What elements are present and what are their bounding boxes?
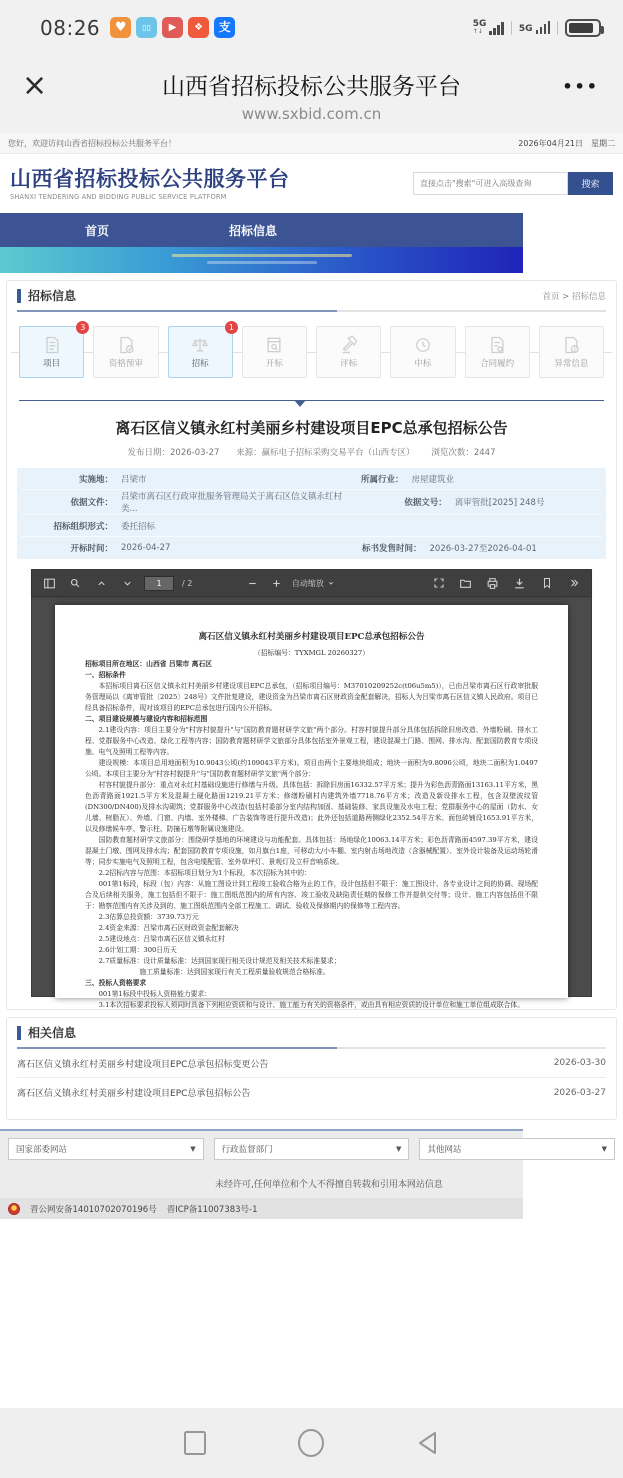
section-title: 招标信息 (17, 289, 76, 303)
source: 来源：赢标电子招标采购交易平台（山西专区） (236, 448, 415, 458)
alipay-app-icon: 支 (214, 17, 235, 38)
pdf-page: 离石区信义镇永红村美丽乡村建设项目EPC总承包招标公告 （招标编号：TYXMGL 20260327） 招标项目所在地区：山西省 吕梁市 离石区 一、招标条件 本招标项目离石区信义镇永红村美丽乡村建设项目EPC总承包，（招标项目编号：M37010209252c(t06u5m5)），已由吕梁市离石区行政审批服务管理局以《离审管批〔2025〕248号》文件批复建设，建设资金为吕梁市离石区财政资金配套解决，招标人为吕梁市离石区信义镇人民政府。项目已经具备招标条件，现对该项目的EPC总承包进行国内公开招标。 二、项目建设规模与建设内容和招标范围 2.1建设内容：项目主要分为"村容村貌提升"与"国防教育题材研学文旅"两个部分。村容村貌提升部分具体包括拆除旧房改造、外墙粉刷、排水工程、党群服务中心改造、绿化工程等内容；国防教育题材研学文旅部分具体包括室外景观工程，建设混凝土门路、围网、排水沟、配套国防教育专项设施、电气及照明工程等内容。 建设规模：本项目总用地面积为10.9043公顷(约109043平方米)。项目由两个主要地块组成；地块一面积为9.8096公顷，地块二面积为1.0497公顷。本项目主要分为"村容村貌提升"与"国防教育题材研学文旅"两个部分： 村容村貌提升部分：重点对永红村基础设施进行修缮与升级。具体包括：拆除旧房面16332.57平方米；提升为彩色沥青路面13163.11平方米，黑色沥青路面1921.5平方米及混凝土硬化路面1219.21平方米；修缮粉刷村内建筑外墙7718.76平方米；改造及新设排水工程，包含双壁波纹管(DN300/DN400)及排水沟砌筑；党群服务中心改造(包括村委部分室内结构加固、基础装修、家具设施及水电工程；党群服务中心的屋面（防水、女儿墙、树脂瓦）、外墙、门窗、内墙、室外楼梯、广告装饰等进行提升改造)；此外还包括道路两侧绿化2352.54平方米、面包砖铺设1653.91平方米，以及修缮候车亭、警示柱、防撞石墩等附属设施建设。 国防教育题材研学文旅部分：围绕研学基地的环境建设与功能配套。具体包括：场地绿化10063.14平方米；彩色沥青路面4597.39平方米，建设混凝土门墩、围网及排水沟；配套国防教育专项设施，如月旗台1座，可移动大/小车棚、室内射击场地改造（含器械配置）、室外设计装备及运动场轮滑等；同步实施电气及照明工程，包含电缆配管、室外草坪灯、景观灯及立杆音响系统。 2.2招标内容与范围：本招标项目划分为1个标段，本次招标为其中的： 001第1标段，标段（包）内容：从施工图设计到工程竣工验收合格为止的工作，设计包括但不限于：施工图设计、各专业设计之间的协调、现场配合及后续相关服务，施工包括但不限于：施工图纸范围内的所有内容、竣工验收及缺陷责任期的保修工作并提供交付等；设计、施工内容包括但不限于：勘察范围内有关涉及到的、施工图纸范围内全部工程施工、调试、验收及保修期内的保修等工程内容。 2.3估算总投资额：3739.73万元 2.4资金来源：吕梁市离石区财政资金配套解决 2.5建设地点：吕梁市离石区信义镇永红村 2.6计划工期：300日历天 2.7质量标准：设计质量标准：达到国家现行相关设计规范及相关技术标准要求； 施工质量标准：达到国家现行有关工程质量验收规范合格标准。 三、投标人资格要求 001第1标段中投标人资格能力要求： 3.1本次招标要求投标人须同时具备下列相应资质和与设计、施工能力有关的资格条件，或由具有相应资质的设计单位和施工单位组成联合体。 (55, 605, 568, 998)
pdf-more-tools-icon[interactable] (565, 574, 583, 592)
chevron-down-icon: ▼ (601, 1145, 608, 1153)
related-section-title: 相关信息 (17, 1026, 76, 1040)
footer-select-ministries[interactable]: 国家部委网站 ▼ (8, 1138, 204, 1160)
search-input[interactable] (413, 172, 568, 195)
pdf-canvas-area[interactable] (32, 596, 591, 1009)
site-footer (0, 1129, 623, 1219)
signal-icon-sim1: 5G ↑↓ (473, 20, 504, 35)
gov-beian-number[interactable]: 晋公网安备14010702070196号 (30, 1204, 157, 1215)
step-pointer-divider (19, 400, 604, 401)
police-badge-icon (8, 1203, 20, 1215)
icp-beian-number[interactable]: 晋ICP备11007383号-1 (166, 1204, 258, 1215)
pdf-viewer (31, 569, 592, 1009)
beian-bar (0, 1198, 523, 1219)
table-row: 招标组织形式： 委托招标 (21, 515, 602, 537)
logo-cn: 山西省招标投标公共服务平台 (10, 166, 290, 191)
signal-icon-sim2: 5G (519, 21, 550, 34)
box-search-icon (265, 336, 283, 354)
webview-title: 山西省招标投标公共服务平台 (162, 74, 461, 100)
document-alert-icon (562, 336, 580, 354)
notification-app-icons (110, 17, 235, 38)
clock: 08:26 (40, 15, 101, 40)
pdf-bookmark-icon[interactable] (538, 574, 556, 592)
announcement-title: 离石区信义镇永红村美丽乡村建设项目EPC总承包招标公告 (115, 419, 508, 437)
step-project[interactable]: 3 项目 (19, 326, 84, 378)
pdf-presentation-icon[interactable] (430, 574, 448, 592)
pdf-download-icon[interactable] (511, 574, 529, 592)
more-menu-icon[interactable]: ••• (562, 77, 599, 96)
table-row: 实施地： 吕梁市 所属行业： 房屋建筑业 (21, 468, 602, 490)
site-header (0, 154, 623, 213)
step-contract[interactable]: 合同履约 (465, 326, 530, 378)
health-app-icon: ♥ (110, 17, 131, 38)
pdf-zoom-out-icon[interactable] (244, 574, 262, 592)
process-steps (19, 323, 604, 378)
copyright-disclaimer: 未经许可,任何单位和个人不得擅自转载和引用本网站信息 (215, 1180, 443, 1190)
recents-button[interactable] (182, 1429, 208, 1457)
table-row: 开标时间： 2026-04-27 标书发售时间： 2026-03-27至2026-04-01 (70, 543, 537, 554)
pdf-page-down-icon[interactable] (118, 574, 136, 592)
pdf-page-up-icon[interactable] (92, 574, 110, 592)
nav-item-bid-info[interactable]: 招标信息 (229, 223, 278, 238)
webview-url: www.sxbid.com.cn (241, 105, 382, 123)
logo-en: SHANXI TENDERING AND BIDDING PUBLIC SERVICE PLATFORM (10, 192, 227, 201)
page-bottom-whitespace (0, 1219, 623, 1408)
scale-icon (191, 336, 209, 354)
promo-banner (0, 247, 523, 273)
pdf-toolbar (32, 570, 591, 596)
reader-app-icon: ▯▯ (136, 17, 157, 38)
footer-select-other[interactable]: 其他网站 ▼ (419, 1138, 615, 1160)
step-bid-opening[interactable]: 开标 (242, 326, 307, 378)
nav-item-home[interactable]: 首页 (85, 223, 110, 238)
home-button[interactable] (296, 1428, 326, 1458)
document-icon (43, 336, 61, 354)
step-evaluation[interactable]: 评标 (316, 326, 381, 378)
count-badge: 3 (76, 321, 89, 334)
footer-select-supervision[interactable]: 行政监督部门 ▼ (214, 1138, 410, 1160)
announcement-meta (17, 446, 606, 458)
document-check-icon (117, 336, 135, 354)
pdf-search-icon[interactable] (66, 574, 84, 592)
pdf-print-icon[interactable] (484, 574, 502, 592)
step-tender[interactable]: 1 招标 (168, 326, 233, 378)
step-prequalification[interactable]: 资格预审 (93, 326, 158, 378)
main-nav (0, 213, 523, 247)
video-app-icon: ▶ (162, 17, 183, 38)
chevron-down-icon: ▼ (190, 1145, 196, 1153)
chevron-down-icon: ▼ (395, 1145, 402, 1153)
related-list-item[interactable] (17, 1049, 606, 1078)
related-link[interactable]: 离石区信义镇永红村美丽乡村建设项目EPC总承包招标变更公告 (17, 1059, 269, 1070)
related-date: 2026-03-30 (553, 1058, 606, 1068)
view-count: 浏览次数：2447 (431, 448, 496, 458)
project-info-table (17, 468, 606, 559)
welcome-text: 您好，欢迎访问山西省招标投标公共服务平台！ (8, 138, 176, 148)
step-award[interactable]: 中标 (390, 326, 455, 378)
back-button[interactable] (414, 1429, 442, 1457)
pdf-page-input[interactable] (144, 576, 174, 591)
gavel-icon (340, 336, 358, 354)
document-star-icon (488, 336, 506, 354)
pdf-zoom-in-icon[interactable] (268, 574, 286, 592)
search-button[interactable]: 搜索 (568, 172, 613, 195)
related-link[interactable]: 离石区信义镇永红村美丽乡村建设项目EPC总承包招标公告 (17, 1089, 251, 1099)
count-badge: 1 (225, 321, 238, 334)
status-bar (0, 0, 623, 55)
related-list-item[interactable] (17, 1078, 606, 1107)
current-date: 2026年04月21日 星期二 (518, 138, 615, 148)
step-abnormal[interactable]: 异常信息 (539, 326, 604, 378)
site-topbar (0, 133, 623, 154)
pdf-sidebar-toggle-icon[interactable] (40, 574, 58, 592)
android-navigation-bar (0, 1408, 623, 1478)
search-bar (413, 172, 613, 195)
table-row: 依据文件： 吕梁市离石区行政审批服务管理局关于离石区信义镇永红村美... 依据文号： 离审管批[2025] 248号 (21, 490, 602, 515)
kuaishou-app-icon: ❖ (188, 17, 209, 38)
breadcrumb[interactable]: 首页 > 招标信息 (542, 292, 606, 302)
publish-date: 发布日期：2026-03-27 (127, 448, 220, 458)
related-date: 2026-03-27 (553, 1087, 606, 1098)
pdf-page-total: / 2 (182, 578, 193, 588)
related-info-card (6, 1017, 617, 1120)
bid-info-card (6, 280, 617, 1010)
pdf-open-file-icon[interactable] (457, 574, 475, 592)
close-icon[interactable]: × (22, 68, 48, 103)
site-logo[interactable] (10, 167, 290, 201)
clock-icon (414, 336, 432, 354)
battery-icon (565, 19, 601, 37)
pdf-zoom-select[interactable]: 自动缩放 (292, 578, 335, 589)
webview-header (0, 55, 623, 133)
